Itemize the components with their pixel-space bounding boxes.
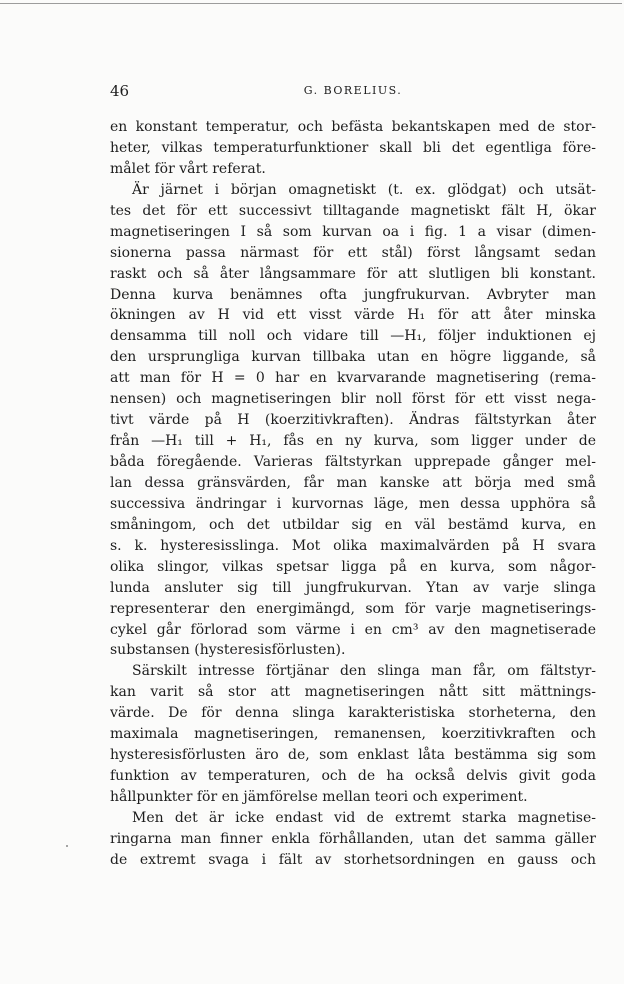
text-line: substansen (hysteresisförlusten).	[110, 642, 346, 659]
running-head: G. BORELIUS.	[303, 84, 403, 97]
text-line: cykel går förlorad som värme i en cm³ av den magnetiserade	[110, 621, 596, 638]
text-line: ökningen av H vid ett visst värde H₁ för att åter minska	[110, 307, 596, 324]
text-line: funktion av temperaturen, och de ha också delvis givit goda	[110, 768, 596, 785]
text-line: hysteresisförlusten äro de, som enklast låta bestämma sig som	[110, 747, 596, 764]
text-line: båda föregående. Varieras fältstyrkan upprepade gånger mel-	[110, 454, 596, 470]
text-line: lunda ansluter sig till jungfrukurvan. Ytan av varje slinga	[110, 579, 596, 596]
text-line: lan dessa gränsvärden, får man kanske att börja med små	[110, 474, 596, 491]
text-line: Men det är icke endast vid de extremt starka magnetise-	[132, 809, 596, 826]
text-line: tivt värde på H (koerzitivkraften). Ändras fältstyrkan åter	[110, 412, 596, 429]
text-line: värde. De för denna slinga karakteristiska storheterna, den	[110, 705, 596, 722]
text-line: hållpunkter för en jämförelse mellan teori och experiment.	[110, 789, 528, 805]
page-header	[110, 82, 596, 102]
text-line: olika slingor, vilkas spetsar ligga på en kurva, som någor-	[110, 558, 596, 575]
text-line: Denna kurva benämnes ofta jungfrukurvan. Avbryter man	[110, 286, 596, 303]
text-line: de extremt svaga i fält av storhetsordningen en gauss och	[110, 851, 596, 868]
text-line: heter, vilkas temperaturfunktioner skall bli det egentliga före-	[110, 139, 596, 156]
margin-mark	[66, 845, 68, 847]
text-line: raskt och så åter långsammare för att slutligen bli konstant.	[110, 265, 596, 282]
text-line: en konstant temperatur, och befästa bekantskapen med de stor-	[110, 119, 596, 135]
text-line: sionerna passa närmast för ett stål) först långsamt sedan	[110, 244, 596, 261]
text-line: Särskilt intresse förtjänar den slinga man får, om fältstyr-	[132, 663, 596, 680]
text-line: ringarna man finner enkla förhållanden, utan det samma gäller	[110, 830, 596, 847]
text-line: målet för vårt referat.	[110, 160, 266, 177]
text-line: s. k. hysteresisslinga. Mot olika maximalvärden på H svara	[110, 537, 596, 554]
text-line: magnetiseringen I så som kurvan oa i fig. 1 a visar (dimen-	[110, 223, 596, 240]
text-line: nensen) och magnetiseringen blir noll först för ett visst nega-	[110, 391, 596, 408]
page-number: 46	[110, 82, 130, 100]
body-text	[110, 117, 596, 871]
text-line: den ursprungliga kurvan tillbaka utan en högre liggande, så	[110, 349, 596, 366]
text-line: från —H₁ till + H₁, fås en ny kurva, som ligger under de	[110, 433, 596, 450]
text-line: densamma till noll och vidare till —H₁, följer induktionen ej	[110, 328, 596, 345]
text-line: representerar den energimängd, som för varje magnetiserings-	[110, 600, 596, 617]
text-line: kan varit så stor att magnetiseringen nått sitt mättnings-	[110, 684, 596, 701]
text-line: tes det för ett successivt tilltagande magnetiskt fält H, ökar	[110, 202, 596, 219]
text-line: Är järnet i början omagnetiskt (t. ex. glödgat) och utsät-	[132, 181, 596, 198]
top-rule	[0, 3, 622, 4]
text-line: successiva ändringar i kurvornas läge, men dessa upphöra så	[110, 495, 596, 512]
text-line: maximala magnetiseringen, remanensen, koerzitivkraften och	[110, 726, 596, 743]
text-line: att man för H = 0 har en kvarvarande magnetisering (rema-	[110, 370, 596, 387]
text-line: småningom, och det utbildar sig en väl bestämd kurva, en	[110, 516, 596, 533]
